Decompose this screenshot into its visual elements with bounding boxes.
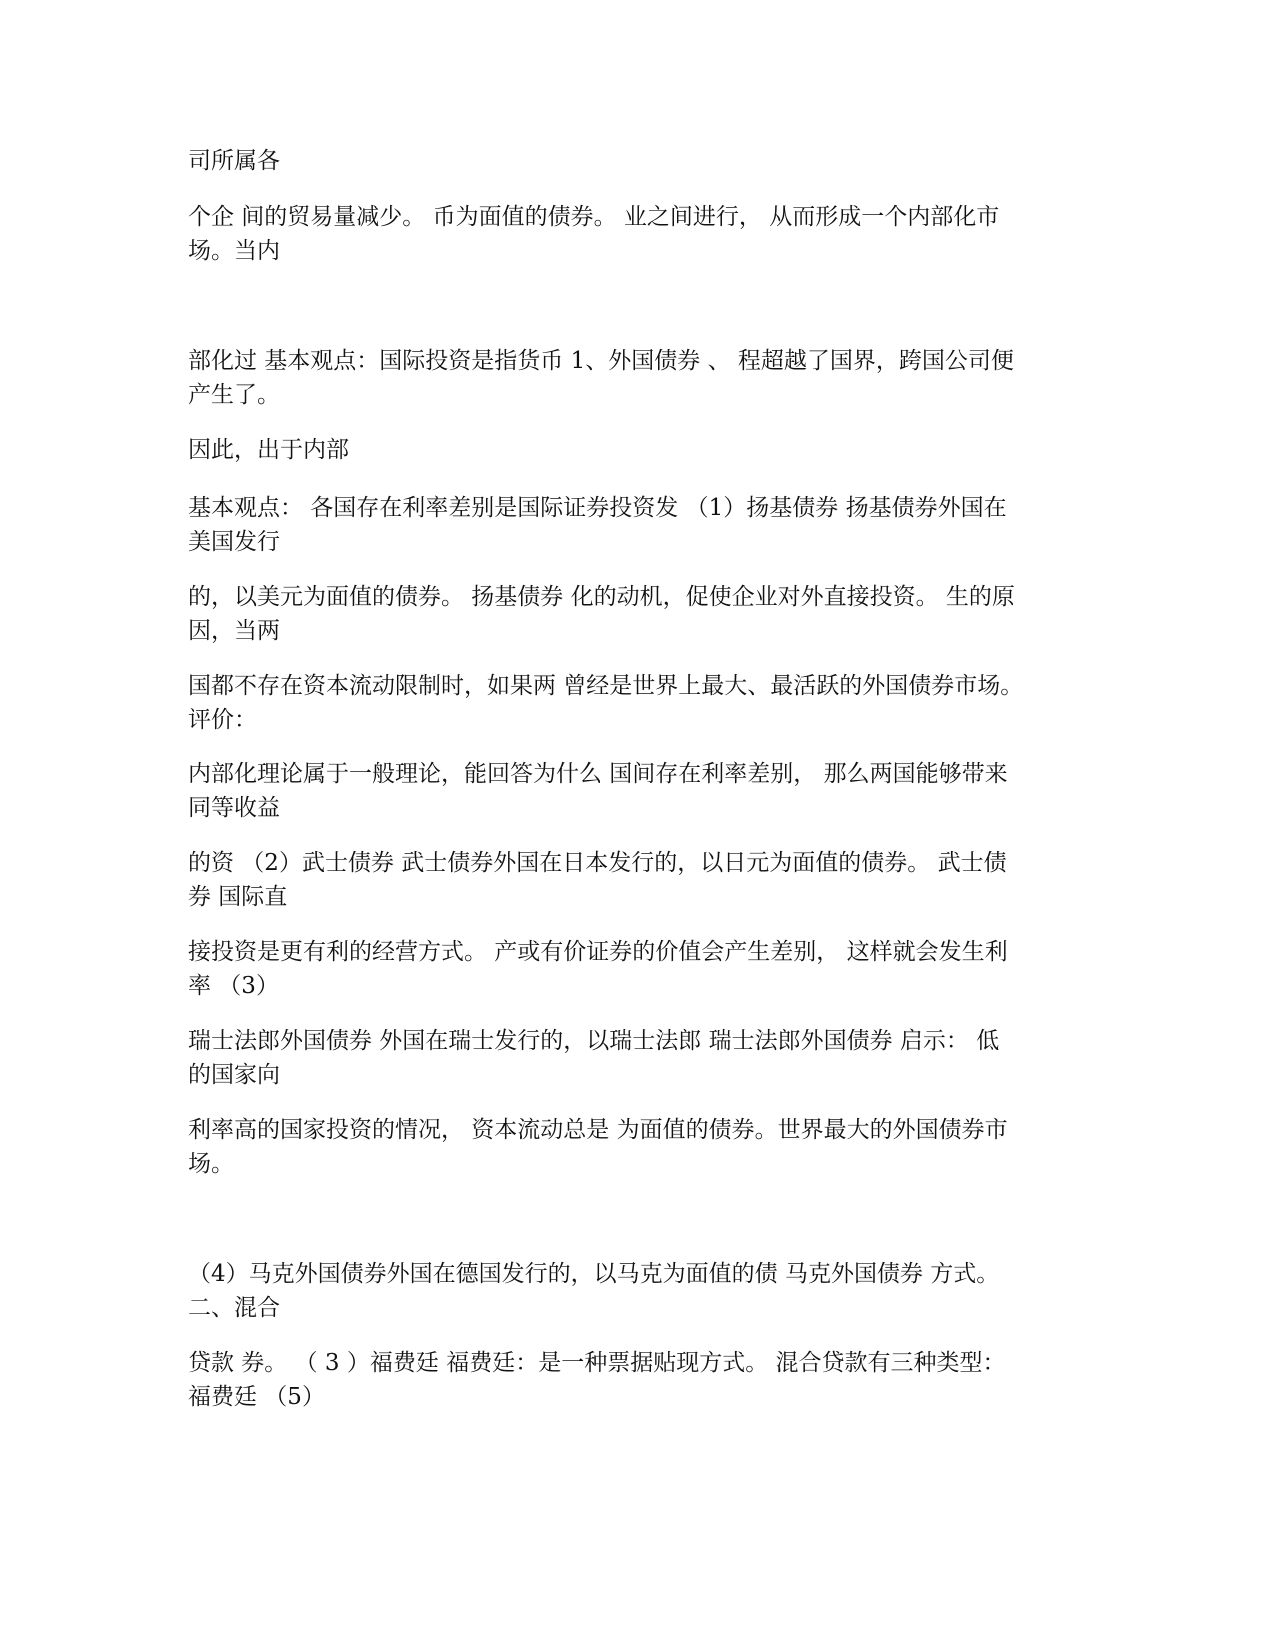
text-line: 司所属各 [188,148,280,174]
text-line: 美国发行 [188,529,280,555]
paragraph-7 [188,669,1098,737]
text-line: 券 国际直 [188,884,288,910]
paragraph-10 [188,935,1098,1003]
text-line: 场。当内 [188,238,280,264]
text-line: 评价： [188,707,257,733]
text-line: 基本观点： 各国存在利率差别是国际证券投资发 （1）扬基债券 扬基债券外国在 [188,495,1007,521]
text-line: 的国家向 [188,1062,280,1088]
paragraph-3 [188,344,1098,412]
text-line: 内部化理论属于一般理论，能回答为什么 国间存在利率差别， 那么两国能够带来 [188,761,1008,787]
paragraph-9 [188,846,1098,914]
paragraph-4 [188,433,1098,467]
text-line: 因，当两 [188,618,280,644]
text-line: 率 （3） [188,973,279,999]
text-line: 部化过 基本观点：国际投资是指货币 1、外国债券 、 程超越了国界，跨国公司便 [188,348,1014,374]
text-line: 的，以美元为面值的债券。 扬基债券 化的动机，促使企业对外直接投资。 生的原 [188,584,1015,610]
paragraph-14 [188,1346,1098,1414]
paragraph-6 [188,580,1098,648]
text-line: 国都不存在资本流动限制时，如果两 曾经是世界上最大、最活跃的外国债券市场。 [188,673,1024,699]
text-line: 场。 [188,1151,234,1177]
paragraph-1 [188,144,1098,178]
text-line: （4）马克外国债券外国在德国发行的，以马克为面值的债 马克外国债券 方式。 [188,1261,1000,1287]
text-line: 利率高的国家投资的情况， 资本流动总是 为面值的债券。世界最大的外国债券市 [188,1117,1008,1143]
paragraph-11 [188,1024,1098,1092]
text-line: 接投资是更有利的经营方式。 产或有价证券的价值会产生差别， 这样就会发生利 [188,939,1008,965]
paragraph-8 [188,757,1098,825]
text-line: 福费廷 （5） [188,1384,325,1410]
text-line: 的资 （2）武士债券 武士债券外国在日本发行的，以日元为面值的债券。 武士债 [188,850,1007,876]
text-line: 产生了。 [188,382,280,408]
text-line: 贷款 券。 （ 3 ）福费廷 福费廷：是一种票据贴现方式。 混合贷款有三种类型： [188,1350,1006,1376]
text-line: 个企 间的贸易量减少。 币为面值的债券。 业之间进行， 从而形成一个内部化市 [188,204,1000,230]
text-line: 因此，出于内部 [188,437,349,463]
paragraph-2 [188,200,1098,268]
text-line: 同等收益 [188,795,280,821]
paragraph-12 [188,1113,1098,1181]
text-line: 瑞士法郎外国债券 外国在瑞士发行的，以瑞士法郎 瑞士法郎外国债券 启示： 低 [188,1028,1000,1054]
paragraph-5 [188,491,1098,559]
paragraph-13 [188,1257,1098,1325]
text-line: 二、混合 [188,1295,280,1321]
